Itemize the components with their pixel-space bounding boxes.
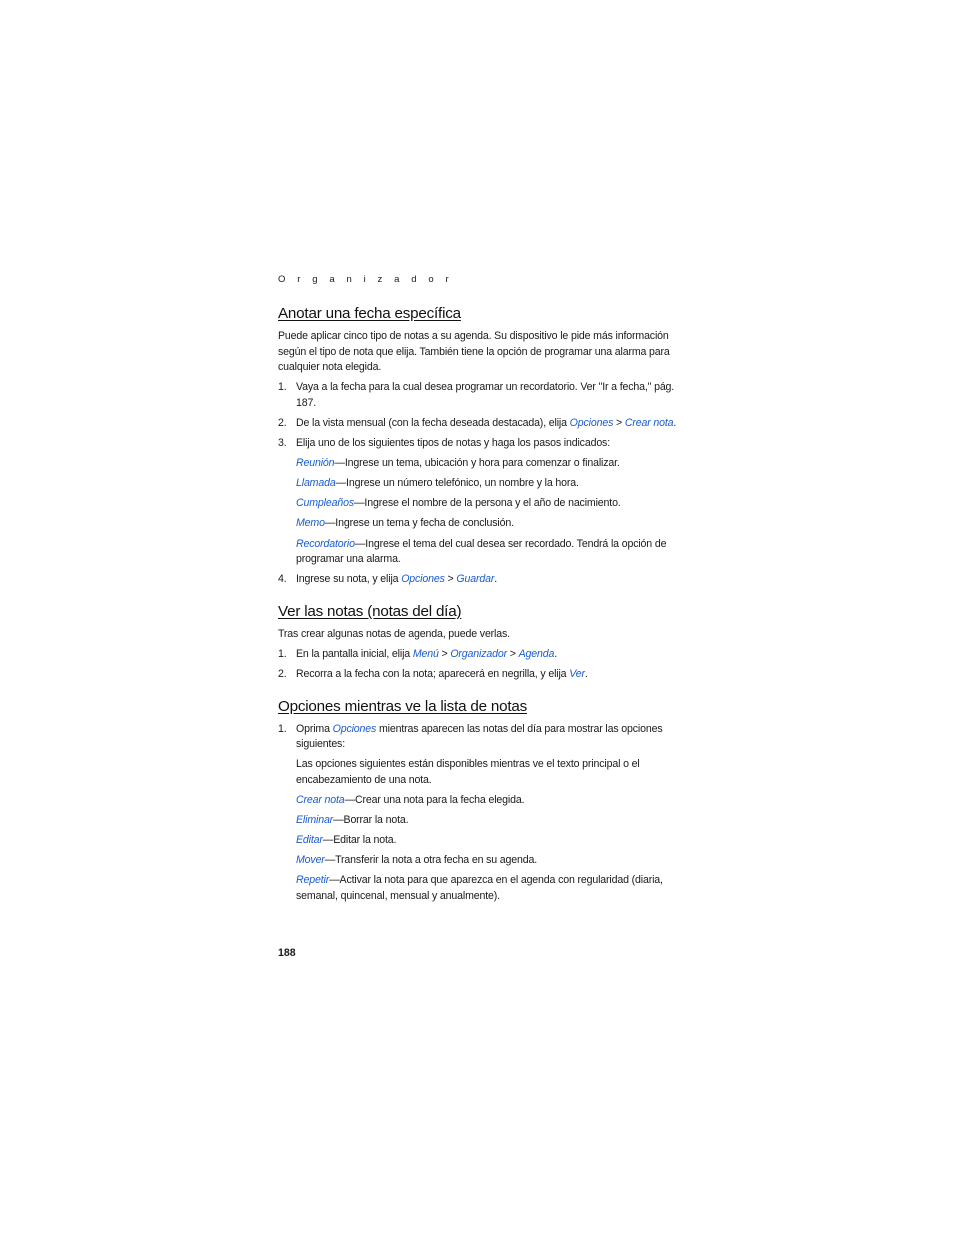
options-note: Las opciones siguientes están disponibles mientras ve el texto principal o el encabezamiento de una nota. [296,758,640,786]
page-number: 188 [278,947,296,959]
option-term[interactable]: Editar [296,834,323,847]
option-item: Eliminar—Borrar la nota. [296,814,409,827]
step-item: 4. Ingrese su nota, y elija Opciones > Guardar. [278,573,498,586]
option-term[interactable]: Cumpleaños [296,497,354,510]
section-title-ver-notas: Ver las notas (notas del día) [278,602,462,620]
option-item: Editar—Editar la nota. [296,834,397,847]
option-term[interactable]: Mover [296,854,325,867]
option-term[interactable]: Recordatorio [296,537,355,550]
section-title-anotar: Anotar una fecha específica [278,305,461,322]
option-term[interactable]: Reunión [296,457,335,470]
option-item: Mover—Transferir la nota a otra fecha en su agenda. [296,854,538,867]
menu-link-menu[interactable]: Menú [412,647,439,660]
steps-list [278,647,678,683]
option-item: Recordatorio—Ingrese el tema del cual desea ser recordado. Tendrá la opción de programar una alarma. [296,537,667,566]
menu-link-opciones[interactable]: Opciones [332,722,377,735]
step-item: 1. Oprima Opciones mientras aparecen las notas del día para mostrar las opciones siguientes: [278,722,663,751]
option-item: Cumpleaños—Ingrese el nombre de la persona y el año de nacimiento. [296,497,621,510]
step-item: 2. De la vista mensual (con la fecha deseada destacada), elija Opciones > Crear nota. [278,416,677,429]
steps-list [278,722,678,753]
menu-link-opciones[interactable]: Opciones [401,573,445,586]
step-item: 1. En la pantalla inicial, elija Menú > Organizador > Agenda. [278,647,558,660]
option-item: Reunión—Ingrese un tema, ubicación y hora para comenzar o finalizar. [296,457,620,470]
step-item: 1. Vaya a la fecha para la cual desea programar un recordatorio. Ver "Ir a fecha," pág. 187. [278,381,675,409]
step-item: 3. Elija uno de los siguientes tipos de notas y haga los pasos indicados: [278,437,610,450]
menu-link-agenda[interactable]: Agenda [518,647,555,660]
option-term[interactable]: Repetir [296,874,330,887]
menu-link-crear-nota[interactable]: Crear nota [624,416,674,429]
option-term[interactable]: Llamada [296,477,336,490]
page-content [278,270,678,909]
section-intro: Tras crear algunas notas de agenda, puede verlas. [278,627,510,640]
step-item: 2. Recorra a la fecha con la nota; aparecerá en negrilla, y elija Ver. [278,668,588,680]
option-term[interactable]: Crear nota [296,793,345,806]
option-item: Llamada—Ingrese un número telefónico, un nombre y la hora. [296,477,579,490]
steps-list-cont [278,572,678,588]
option-term[interactable]: Eliminar [296,814,334,827]
menu-link-organizador[interactable]: Organizador [450,647,507,660]
section-title-opciones: Opciones mientras ve la lista de notas [278,697,528,715]
section-intro: Puede aplicar cinco tipo de notas a su agenda. Su dispositivo le pide más información según el tipo de nota que elija. También tiene la opción de programar una alarma para cualquier nota elegida. [278,330,670,374]
option-item: Crear nota—Crear una nota para la fecha elegida. [296,793,525,806]
menu-link-guardar[interactable]: Guardar [456,573,495,586]
menu-link-ver[interactable]: Ver [569,668,585,680]
menu-link-opciones[interactable]: Opciones [569,416,614,429]
option-term[interactable]: Memo [296,517,325,530]
steps-list [278,380,678,451]
option-item: Memo—Ingrese un tema y fecha de conclusión. [296,517,514,530]
option-item: Repetir—Activar la nota para que aparezca en el agenda con regularidad (diaria, semanal, quincenal, mensual y anualmente). [296,874,663,902]
running-head: O r g a n i z a d o r [278,274,454,285]
